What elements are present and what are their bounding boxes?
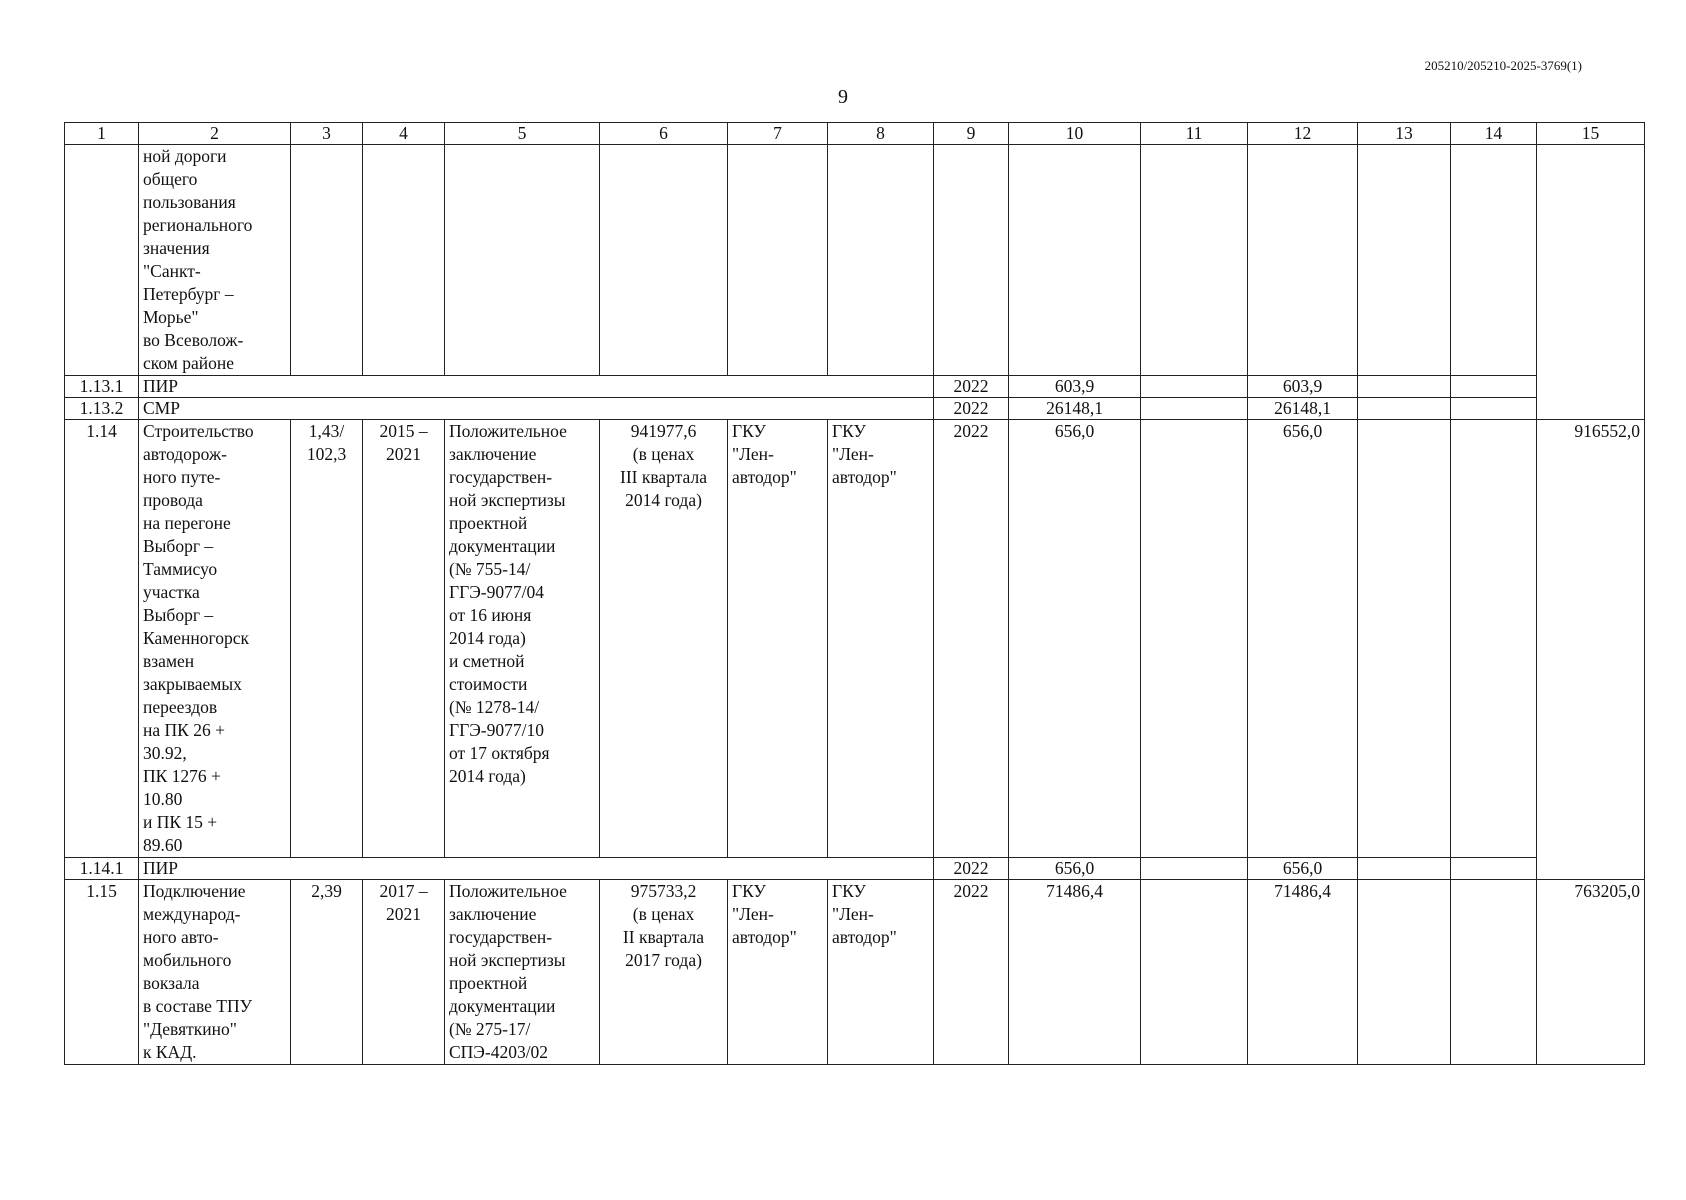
table-row-1-14	[65, 420, 1645, 858]
column-header: 12	[1248, 123, 1358, 145]
cell-num: 1.15	[65, 880, 139, 1065]
cell-col10: 656,0	[1009, 858, 1141, 880]
column-number-row	[65, 123, 1645, 145]
cell-capacity: 2,39	[291, 880, 363, 1065]
cell-total: 916552,0	[1537, 420, 1645, 880]
cell-col12: 656,0	[1248, 858, 1358, 880]
column-header: 3	[291, 123, 363, 145]
cell-expertise: Положительное заключение государствен- ной экспертизы проектной документации (№ 755-14/ ГГЭ-9077/04 от 16 июня 2014 года) и сметной стоимости (№ 1278-14/ ГГЭ-9077/10 от 17 октября 2014 года)	[445, 420, 600, 858]
cell-year: 2022	[934, 880, 1009, 1065]
document-id: 205210/205210-2025-3769(1)	[1424, 58, 1582, 73]
column-header: 11	[1141, 123, 1248, 145]
cell-col12: 26148,1	[1248, 398, 1358, 420]
cell-cost: 941977,6 (в ценах III квартала 2014 года)	[600, 420, 728, 858]
cell-stage: СМР	[139, 398, 934, 420]
cell-col10: 603,9	[1009, 376, 1141, 398]
table-row-1-13-continued	[65, 145, 1645, 376]
cell-stage: ПИР	[139, 858, 934, 880]
column-header: 6	[600, 123, 728, 145]
column-header: 13	[1358, 123, 1451, 145]
cell-col12: 656,0	[1248, 420, 1358, 858]
cell-year: 2022	[934, 420, 1009, 858]
cell-customer: ГКУ "Лен- автодор"	[728, 420, 828, 858]
cell-col12: 603,9	[1248, 376, 1358, 398]
table-row-1-13-2	[65, 398, 1645, 420]
table-row-1-15	[65, 880, 1645, 1065]
cell-stage: ПИР	[139, 376, 934, 398]
cell-num: 1.14	[65, 420, 139, 858]
cell-object-name: ной дороги общего пользования регионального значения "Санкт- Петербург – Морье" во Всеволож- ском районе	[139, 145, 291, 376]
cell-year: 2022	[934, 376, 1009, 398]
column-header: 2	[139, 123, 291, 145]
column-header: 15	[1537, 123, 1645, 145]
cell-year: 2022	[934, 858, 1009, 880]
cell-num: 1.13.2	[65, 398, 139, 420]
column-header: 9	[934, 123, 1009, 145]
column-header: 4	[363, 123, 445, 145]
cell-total-empty	[1537, 145, 1645, 420]
cell-num	[65, 145, 139, 376]
column-header: 5	[445, 123, 600, 145]
cell-col10: 26148,1	[1009, 398, 1141, 420]
cell-period: 2015 – 2021	[363, 420, 445, 858]
cell-col10: 71486,4	[1009, 880, 1141, 1065]
cell-total: 763205,0	[1537, 880, 1645, 1065]
column-header: 7	[728, 123, 828, 145]
investment-table	[64, 122, 1645, 1065]
column-header: 1	[65, 123, 139, 145]
column-header: 14	[1451, 123, 1537, 145]
cell-developer: ГКУ "Лен- автодор"	[828, 880, 934, 1065]
cell-capacity: 1,43/ 102,3	[291, 420, 363, 858]
cell-expertise: Положительное заключение государствен- ной экспертизы проектной документации (№ 275-17/ СПЭ-4203/02	[445, 880, 600, 1065]
cell-object-name: Подключение международ- ного авто- мобильного вокзала в составе ТПУ "Девяткино" к КАД.	[139, 880, 291, 1065]
page-number: 9	[838, 86, 848, 108]
table-row-1-13-1	[65, 376, 1645, 398]
cell-customer: ГКУ "Лен- автодор"	[728, 880, 828, 1065]
column-header: 10	[1009, 123, 1141, 145]
cell-num: 1.13.1	[65, 376, 139, 398]
cell-object-name: Строительство автодорож- ного путе- провода на перегоне Выборг – Таммисуо участка Выборг – Каменногорск взамен закрываемых переездов на ПК 26 + 30.92, ПК 1276 + 10.80 и ПК 15 + 89.60	[139, 420, 291, 858]
table-row-1-14-1	[65, 858, 1645, 880]
cell-col12: 71486,4	[1248, 880, 1358, 1065]
cell-col10: 656,0	[1009, 420, 1141, 858]
cell-num: 1.14.1	[65, 858, 139, 880]
column-header: 8	[828, 123, 934, 145]
cell-developer: ГКУ "Лен- автодор"	[828, 420, 934, 858]
cell-period: 2017 – 2021	[363, 880, 445, 1065]
cell-year: 2022	[934, 398, 1009, 420]
cell-cost: 975733,2 (в ценах II квартала 2017 года)	[600, 880, 728, 1065]
